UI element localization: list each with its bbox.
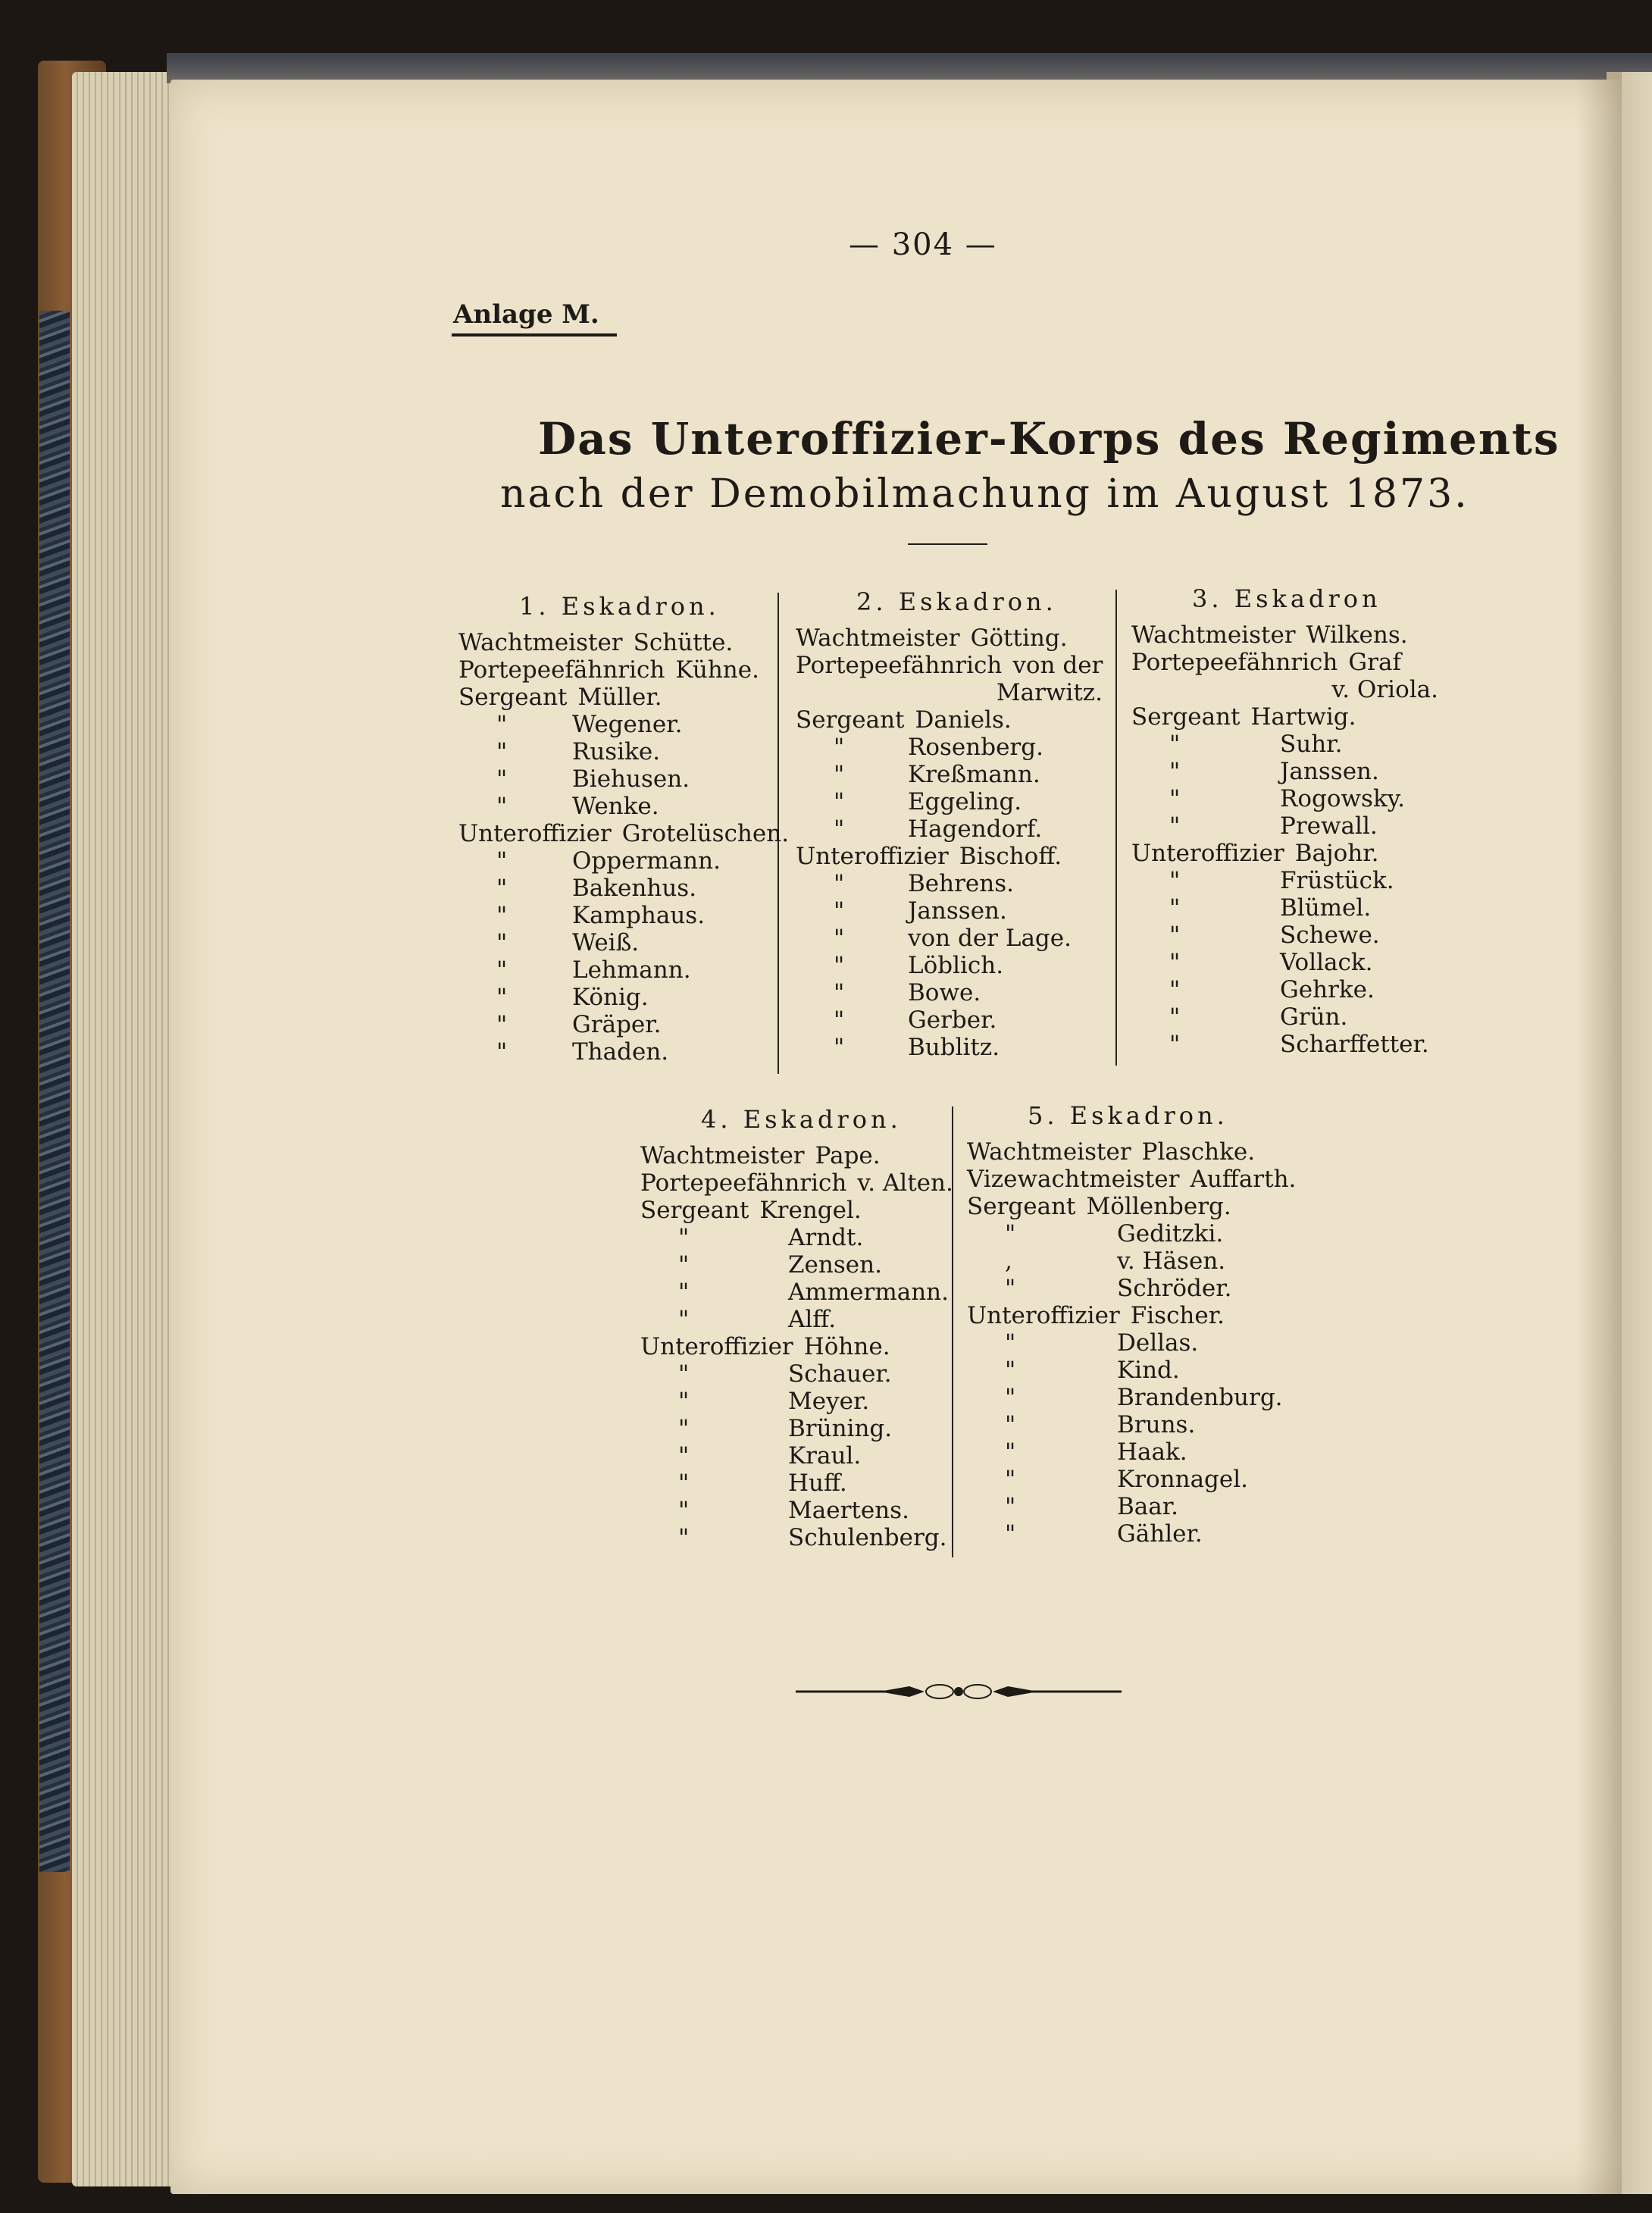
member-name: Hagendorf. bbox=[908, 815, 1043, 843]
squadron-5 bbox=[967, 1099, 1297, 1548]
rank-label: " bbox=[1169, 1003, 1181, 1031]
member-name: Arndt. bbox=[788, 1224, 864, 1251]
roster-entry bbox=[458, 765, 777, 793]
member-name: Janssen. bbox=[908, 897, 1007, 925]
page-subtitle: nach der Demobilmachung im August 1873. bbox=[500, 471, 1469, 517]
rank-label: " bbox=[834, 979, 845, 1006]
rank-label: " bbox=[678, 1442, 690, 1470]
roster-entry bbox=[796, 652, 1114, 679]
member-name: Blümel. bbox=[1280, 894, 1372, 922]
roster-entry bbox=[967, 1193, 1285, 1220]
rank-label: Vizewachtmeister bbox=[967, 1166, 1180, 1193]
rank-label: " bbox=[496, 793, 508, 820]
roster-entry bbox=[640, 1333, 951, 1360]
roster-entry bbox=[796, 734, 1114, 761]
roster-entry bbox=[640, 1388, 951, 1415]
rank-label: Sergeant bbox=[967, 1193, 1076, 1220]
member-name: Pape. bbox=[815, 1142, 881, 1169]
member-name: Schulenberg. bbox=[788, 1524, 947, 1551]
roster-entry bbox=[967, 1138, 1285, 1166]
roster-entry bbox=[1131, 676, 1450, 703]
member-name: Möllenberg. bbox=[1086, 1193, 1231, 1220]
page-number: — 304 — bbox=[849, 227, 997, 262]
member-name: Fischer. bbox=[1130, 1302, 1225, 1329]
member-name: Brüning. bbox=[788, 1415, 893, 1442]
rank-label: " bbox=[834, 925, 845, 952]
member-name: Kühne. bbox=[675, 656, 759, 684]
appendix-underline bbox=[452, 333, 617, 336]
roster-entry bbox=[967, 1329, 1285, 1357]
roster-entry bbox=[796, 679, 1114, 706]
member-name: Janssen. bbox=[1280, 758, 1379, 785]
member-name: Kreßmann. bbox=[908, 761, 1040, 788]
member-name: Löblich. bbox=[908, 952, 1004, 979]
member-name: König. bbox=[572, 984, 649, 1011]
roster-entry bbox=[796, 1006, 1114, 1034]
member-name: Prewall. bbox=[1280, 812, 1378, 840]
rank-label: " bbox=[834, 815, 845, 843]
squadron-heading: 1. Eskadron. bbox=[519, 592, 720, 621]
member-name: Wilkens. bbox=[1306, 621, 1408, 649]
roster-entry bbox=[967, 1247, 1285, 1275]
roster-entry bbox=[640, 1306, 951, 1333]
rank-label: Unteroffizier bbox=[458, 820, 612, 847]
rank-label: " bbox=[1005, 1275, 1016, 1302]
roster-entry bbox=[458, 984, 777, 1011]
member-name: Kamphaus. bbox=[572, 902, 706, 929]
member-name: Haak. bbox=[1117, 1438, 1187, 1466]
roster-entry bbox=[796, 897, 1114, 925]
rank-label: Wachtmeister bbox=[967, 1138, 1131, 1166]
rank-label: Unteroffizier bbox=[640, 1333, 793, 1360]
end-ornament bbox=[796, 1676, 1122, 1707]
rank-label: Sergeant bbox=[458, 684, 568, 711]
marbled-cover bbox=[39, 311, 70, 1872]
roster-entry bbox=[796, 1034, 1114, 1061]
roster-entry bbox=[796, 624, 1114, 652]
member-name: Weiß. bbox=[572, 929, 640, 956]
member-name: Wenke. bbox=[572, 793, 659, 820]
roster-entry bbox=[796, 952, 1114, 979]
roster-entry bbox=[458, 1011, 777, 1038]
rank-label: " bbox=[1005, 1520, 1016, 1548]
rank-label: Unteroffizier bbox=[1131, 840, 1284, 867]
roster-entry bbox=[967, 1384, 1285, 1411]
rank-label: Sergeant bbox=[640, 1197, 749, 1224]
rank-label: " bbox=[678, 1497, 690, 1524]
member-name: Rusike. bbox=[572, 738, 661, 765]
member-name: Geditzki. bbox=[1117, 1220, 1224, 1247]
rank-label: " bbox=[1169, 731, 1181, 758]
roster-entry bbox=[1131, 785, 1450, 812]
rank-label: " bbox=[834, 870, 845, 897]
rank-label: " bbox=[834, 897, 845, 925]
squadron-4 bbox=[640, 1103, 951, 1551]
rank-label: " bbox=[834, 761, 845, 788]
rank-label: " bbox=[496, 711, 508, 738]
rank-label: " bbox=[496, 902, 508, 929]
roster-entry bbox=[640, 1442, 951, 1470]
member-name: v. Alten. bbox=[857, 1169, 953, 1197]
rank-label: " bbox=[1005, 1329, 1016, 1357]
squadron-heading: 3. Eskadron bbox=[1192, 584, 1381, 613]
rank-label: " bbox=[1005, 1438, 1016, 1466]
member-name: Alff. bbox=[788, 1306, 837, 1333]
roster-entry bbox=[796, 843, 1114, 870]
roster-entry bbox=[640, 1197, 951, 1224]
member-name: von der bbox=[1012, 652, 1103, 679]
roster-entry bbox=[640, 1415, 951, 1442]
rank-label: , bbox=[1005, 1247, 1012, 1275]
rank-label: " bbox=[678, 1306, 690, 1333]
rank-label: Sergeant bbox=[796, 706, 905, 734]
squadron-heading: 2. Eskadron. bbox=[856, 587, 1057, 616]
roster-entry bbox=[640, 1142, 951, 1169]
roster-entry bbox=[640, 1169, 951, 1197]
rank-label: " bbox=[1005, 1493, 1016, 1520]
rank-label: Portepeefähnrich bbox=[1131, 649, 1338, 676]
rank-label: " bbox=[1169, 894, 1181, 922]
member-name: Grün. bbox=[1280, 1003, 1348, 1031]
rank-label: " bbox=[496, 738, 508, 765]
rank-label: " bbox=[496, 929, 508, 956]
gutter-shadow bbox=[1576, 72, 1622, 2194]
roster-entry bbox=[640, 1524, 951, 1551]
member-name: Baar. bbox=[1117, 1493, 1179, 1520]
member-name: Ammermann. bbox=[788, 1279, 950, 1306]
member-name: v. Häsen. bbox=[1117, 1247, 1226, 1275]
member-name: Schröder. bbox=[1117, 1275, 1232, 1302]
member-name: Lehmann. bbox=[572, 956, 691, 984]
squadron-3 bbox=[1131, 582, 1450, 1058]
member-name: Rogowsky. bbox=[1280, 785, 1405, 812]
roster-entry bbox=[1131, 922, 1450, 949]
member-name: Hartwig. bbox=[1250, 703, 1356, 731]
rank-label: " bbox=[678, 1251, 690, 1279]
roster-entry bbox=[1131, 649, 1450, 676]
column-divider bbox=[1115, 590, 1117, 1066]
page-stack-edge bbox=[72, 72, 178, 2186]
squadron-2 bbox=[796, 585, 1114, 1061]
member-name: Biehusen. bbox=[572, 765, 690, 793]
rank-label: " bbox=[1169, 1031, 1181, 1058]
roster-entry bbox=[458, 902, 777, 929]
roster-entry bbox=[458, 956, 777, 984]
rank-label: " bbox=[496, 765, 508, 793]
roster-entry bbox=[1131, 812, 1450, 840]
rank-label: Unteroffizier bbox=[796, 843, 949, 870]
rank-label: " bbox=[678, 1470, 690, 1497]
member-name: Marwitz. bbox=[996, 679, 1103, 706]
rank-label: " bbox=[1005, 1384, 1016, 1411]
rank-label: " bbox=[834, 734, 845, 761]
rank-label: Portepeefähnrich bbox=[458, 656, 665, 684]
roster-entry bbox=[640, 1224, 951, 1251]
member-name: Bruns. bbox=[1117, 1411, 1196, 1438]
roster-entry bbox=[967, 1302, 1285, 1329]
member-name: Brandenburg. bbox=[1117, 1384, 1283, 1411]
member-name: Bakenhus. bbox=[572, 875, 697, 902]
member-name: Höhne. bbox=[803, 1333, 890, 1360]
member-name: von der Lage. bbox=[908, 925, 1072, 952]
member-name: Bowe. bbox=[908, 979, 981, 1006]
rank-label: " bbox=[496, 956, 508, 984]
roster-entry bbox=[1131, 703, 1450, 731]
roster-entry bbox=[640, 1497, 951, 1524]
member-name: v. Oriola. bbox=[1331, 676, 1438, 703]
roster-entry bbox=[796, 706, 1114, 734]
member-name: Maertens. bbox=[788, 1497, 909, 1524]
rank-label: Unteroffizier bbox=[967, 1302, 1120, 1329]
squadron-heading: 4. Eskadron. bbox=[701, 1105, 902, 1134]
roster-entry bbox=[1131, 1003, 1450, 1031]
member-name: Kind. bbox=[1117, 1357, 1180, 1384]
member-name: Dellas. bbox=[1117, 1329, 1199, 1357]
rank-label: " bbox=[1005, 1466, 1016, 1493]
member-name: Scharffetter. bbox=[1280, 1031, 1429, 1058]
roster-entry bbox=[458, 738, 777, 765]
roster-entry bbox=[458, 793, 777, 820]
member-name: Gerber. bbox=[908, 1006, 997, 1034]
roster-entry bbox=[458, 1038, 777, 1066]
roster-entry bbox=[1131, 758, 1450, 785]
rank-label: Portepeefähnrich bbox=[640, 1169, 847, 1197]
roster-entry bbox=[1131, 731, 1450, 758]
roster-entry bbox=[796, 815, 1114, 843]
member-name: Daniels. bbox=[915, 706, 1012, 734]
roster-entry bbox=[458, 711, 777, 738]
rank-label: Wachtmeister bbox=[796, 624, 960, 652]
roster-entry bbox=[1131, 976, 1450, 1003]
rank-label: " bbox=[678, 1360, 690, 1388]
roster-entry bbox=[458, 684, 777, 711]
member-name: Thaden. bbox=[572, 1038, 669, 1066]
roster-entry bbox=[967, 1466, 1285, 1493]
roster-entry bbox=[967, 1520, 1285, 1548]
squadron-heading: 5. Eskadron. bbox=[1028, 1101, 1228, 1130]
member-name: Kraul. bbox=[788, 1442, 862, 1470]
rank-label: " bbox=[1169, 785, 1181, 812]
rank-label: " bbox=[1169, 976, 1181, 1003]
roster-entry bbox=[1131, 949, 1450, 976]
rank-label: " bbox=[678, 1388, 690, 1415]
member-name: Graf bbox=[1348, 649, 1401, 676]
member-name: Behrens. bbox=[908, 870, 1014, 897]
member-name: Götting. bbox=[970, 624, 1068, 652]
roster-entry bbox=[640, 1360, 951, 1388]
member-name: Vollack. bbox=[1280, 949, 1373, 976]
member-name: Müller. bbox=[577, 684, 662, 711]
rank-label: " bbox=[834, 952, 845, 979]
rank-label: " bbox=[1169, 812, 1181, 840]
member-name: Suhr. bbox=[1280, 731, 1343, 758]
member-name: Schütte. bbox=[633, 629, 734, 656]
rank-label: " bbox=[496, 1011, 508, 1038]
member-name: Eggeling. bbox=[908, 788, 1022, 815]
rank-label: " bbox=[678, 1224, 690, 1251]
member-name: Schewe. bbox=[1280, 922, 1380, 949]
rank-label: " bbox=[1005, 1220, 1016, 1247]
appendix-label: Anlage M. bbox=[453, 299, 599, 330]
member-name: Auffarth. bbox=[1190, 1166, 1297, 1193]
title-divider bbox=[908, 543, 987, 545]
member-name: Zensen. bbox=[788, 1251, 882, 1279]
roster-entry bbox=[967, 1220, 1285, 1247]
roster-entry bbox=[458, 847, 777, 875]
member-name: Schauer. bbox=[788, 1360, 892, 1388]
roster-entry bbox=[967, 1493, 1285, 1520]
roster-entry bbox=[967, 1438, 1285, 1466]
rank-label: " bbox=[678, 1279, 690, 1306]
squadron-1 bbox=[458, 590, 790, 1066]
member-name: Rosenberg. bbox=[908, 734, 1043, 761]
member-name: Plaschke. bbox=[1141, 1138, 1256, 1166]
member-name: Wegener. bbox=[572, 711, 683, 738]
member-name: Gräper. bbox=[572, 1011, 662, 1038]
roster-entry bbox=[458, 656, 777, 684]
rank-label: Wachtmeister bbox=[640, 1142, 805, 1169]
rank-label: Wachtmeister bbox=[1131, 621, 1296, 649]
roster-entry bbox=[640, 1279, 951, 1306]
book-top-edge bbox=[167, 53, 1652, 83]
rank-label: " bbox=[834, 788, 845, 815]
rank-label: Wachtmeister bbox=[458, 629, 623, 656]
roster-entry bbox=[967, 1357, 1285, 1384]
member-name: Grotelüschen. bbox=[621, 820, 790, 847]
member-name: Bublitz. bbox=[908, 1034, 1000, 1061]
roster-entry bbox=[458, 629, 777, 656]
roster-entry bbox=[640, 1251, 951, 1279]
member-name: Meyer. bbox=[788, 1388, 870, 1415]
member-name: Huff. bbox=[788, 1470, 847, 1497]
roster-entry bbox=[458, 929, 777, 956]
rank-label: " bbox=[496, 984, 508, 1011]
roster-entry bbox=[967, 1275, 1285, 1302]
rank-label: " bbox=[496, 1038, 508, 1066]
roster-entry bbox=[1131, 1031, 1450, 1058]
member-name: Früstück. bbox=[1280, 867, 1394, 894]
roster-entry bbox=[458, 820, 790, 847]
member-name: Bajohr. bbox=[1294, 840, 1379, 867]
rank-label: " bbox=[1169, 867, 1181, 894]
rank-label: " bbox=[496, 875, 508, 902]
roster-entry bbox=[967, 1166, 1297, 1193]
member-name: Kronnagel. bbox=[1117, 1466, 1249, 1493]
roster-entry bbox=[796, 870, 1114, 897]
rank-label: Sergeant bbox=[1131, 703, 1241, 731]
roster-entry bbox=[458, 875, 777, 902]
rank-label: " bbox=[678, 1524, 690, 1551]
roster-entry bbox=[796, 761, 1114, 788]
rank-label: " bbox=[1169, 922, 1181, 949]
page-title: Das Unteroffizier-Korps des Regiments bbox=[538, 413, 1560, 465]
roster-entry bbox=[967, 1411, 1285, 1438]
roster-entry bbox=[796, 925, 1114, 952]
member-name: Gehrke. bbox=[1280, 976, 1375, 1003]
roster-entry bbox=[1131, 894, 1450, 922]
member-name: Oppermann. bbox=[572, 847, 721, 875]
rank-label: " bbox=[834, 1006, 845, 1034]
rank-label: " bbox=[1005, 1357, 1016, 1384]
rank-label: " bbox=[834, 1034, 845, 1061]
member-name: Gähler. bbox=[1117, 1520, 1203, 1548]
member-name: Krengel. bbox=[759, 1197, 862, 1224]
roster-entry bbox=[640, 1470, 951, 1497]
roster-entry bbox=[1131, 867, 1450, 894]
roster-entry bbox=[1131, 840, 1450, 867]
rank-label: " bbox=[1005, 1411, 1016, 1438]
roster-entry bbox=[1131, 621, 1450, 649]
rank-label: " bbox=[1169, 758, 1181, 785]
rank-label: Portepeefähnrich bbox=[796, 652, 1003, 679]
rank-label: " bbox=[496, 847, 508, 875]
member-name: Bischoff. bbox=[959, 843, 1062, 870]
roster-entry bbox=[796, 979, 1114, 1006]
rank-label: " bbox=[678, 1415, 690, 1442]
rank-label: " bbox=[1169, 949, 1181, 976]
roster-entry bbox=[796, 788, 1114, 815]
